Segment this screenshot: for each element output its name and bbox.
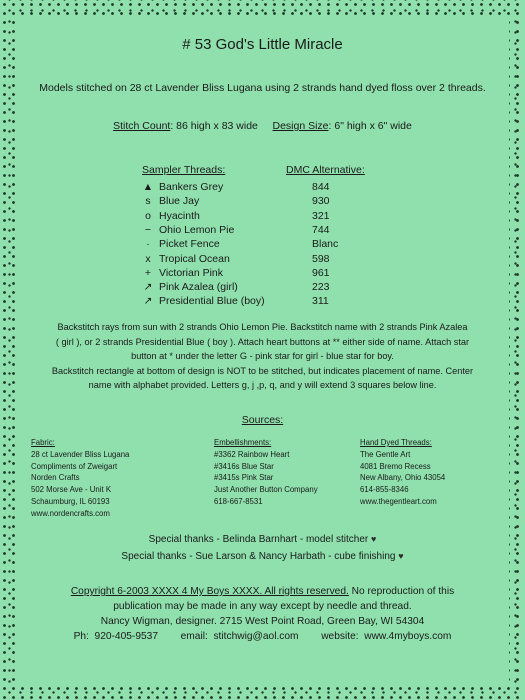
embellishment-line: #3415s Pink Star	[214, 473, 274, 483]
dmc-heading: DMC Alternative:	[286, 164, 365, 176]
thread-name: Picket Fence	[159, 238, 220, 251]
copyright-line-2: publication may be made in any way except by needle and thread.	[113, 601, 412, 612]
thread-symbol: −	[144, 223, 152, 236]
dmc-number: 930	[312, 195, 330, 208]
fabric-line: 28 ct Lavender Bliss Lugana	[31, 449, 130, 459]
fabric-source	[31, 437, 129, 520]
stitch-info	[16, 120, 509, 132]
copyright-notice: Copyright 6-2003 XXXX 4 My Boys XXXX. All rights reserved.	[70, 586, 349, 597]
contact-line: Ph: 920-405-9537 email: stitchwig@aol.com website: www.4myboys.com	[73, 631, 452, 642]
thread-symbol: o	[145, 209, 151, 222]
thread-symbol: s	[145, 195, 151, 208]
design-size-label: Design Size	[272, 120, 329, 132]
thread-row	[16, 210, 509, 225]
thread-symbol: ·	[146, 238, 150, 251]
dmc-number: 598	[312, 252, 330, 265]
stitch-count-label: Stitch Count	[113, 120, 171, 132]
hand-dyed-heading: Hand Dyed Threads:	[360, 438, 432, 447]
backstitch-line: name with alphabet provided. Letters g, j ,p, q, and y will extend 3 squares below line.	[88, 380, 437, 390]
thread-row	[16, 253, 509, 268]
thread-row	[16, 181, 509, 196]
designer-line: Nancy Wigman, designer. 2715 West Point Road, Green Bay, WI 54304	[100, 616, 425, 627]
dmc-number: 961	[312, 266, 330, 279]
hand-dyed-line: 614-855-8346	[360, 485, 409, 495]
heart-icon: ♥	[398, 551, 404, 561]
backstitch-line: Backstitch rectangle at bottom of design is NOT to be stitched, but indicates placement of name. Center	[51, 365, 474, 376]
thread-row	[16, 267, 509, 282]
heart-icon: ♥	[371, 534, 377, 544]
sources-heading: Sources:	[241, 414, 284, 426]
embellishment-line: #3362 Rainbow Heart	[214, 449, 290, 459]
thread-name: Bankers Grey	[159, 181, 224, 193]
thread-row	[16, 224, 509, 239]
dmc-number: Blanc	[312, 238, 339, 251]
thread-row	[16, 238, 509, 253]
thread-name: Hyacinth	[159, 209, 200, 222]
fabric-line: Norden Crafts	[31, 473, 80, 483]
design-size-value: : 6" high x 6" wide	[328, 120, 412, 132]
embellishment-line: 618-667-8531	[214, 496, 263, 506]
dmc-number: 744	[312, 223, 330, 236]
thread-symbol: ▲	[142, 181, 154, 193]
fabric-line: 502 Morse Ave - Unit K	[31, 485, 112, 495]
threads-heading: Sampler Threads:	[142, 164, 226, 176]
thread-symbol: +	[144, 266, 152, 279]
fabric-line: Compliments of Zweigart	[31, 461, 118, 471]
backstitch-instructions	[26, 320, 499, 393]
hand-dyed-source	[360, 437, 445, 508]
thread-row	[16, 295, 509, 310]
hand-dyed-line: The Gentle Art	[360, 449, 411, 459]
copyright-rest: No reproduction of this	[348, 586, 455, 597]
thread-name: Pink Azalea (girl)	[159, 281, 238, 294]
thanks-text: Special thanks - Sue Larson & Nancy Harbath - cube finishing	[121, 551, 396, 562]
embellishment-line: #3416s Blue Star	[214, 461, 274, 471]
hand-dyed-line: New Albany, Ohio 43054	[360, 473, 446, 483]
fabric-heading: Fabric:	[31, 438, 55, 447]
pattern-page	[16, 16, 509, 684]
hand-dyed-website: www.thegentleart.com	[360, 496, 437, 506]
thread-row	[16, 281, 509, 296]
dmc-number: 223	[312, 281, 330, 294]
thanks-text: Special thanks - Belinda Barnhart - model stitcher	[148, 534, 369, 545]
thread-name: Blue Jay	[159, 195, 200, 208]
thread-name: Victorian Pink	[159, 266, 224, 279]
embellishments-source	[214, 437, 318, 508]
backstitch-line: button at * under the letter G - pink star for girl - blue star for boy.	[131, 351, 394, 361]
thread-name: Ohio Lemon Pie	[159, 223, 235, 236]
models-line: Models stitched on 28 ct Lavender Bliss Lugana using 2 strands hand dyed floss over 2 threads.	[39, 82, 486, 94]
thanks-cube-finishing	[16, 551, 509, 562]
page-title: # 53 God's Little Miracle	[182, 36, 343, 53]
fabric-line: Schaumburg, IL 60193	[31, 496, 110, 506]
thread-name: Tropical Ocean	[159, 252, 230, 265]
dmc-number: 844	[312, 181, 330, 193]
thread-symbol: x	[145, 252, 151, 265]
stitch-count-value: : 86 high x 83 wide	[170, 120, 258, 132]
thread-name: Presidential Blue (boy)	[159, 295, 265, 308]
backstitch-line: Backstitch rays from sun with 2 strands Ohio Lemon Pie. Backstitch name with 2 strands Pink Azalea	[57, 322, 468, 332]
fabric-website: www.nordencrafts.com	[31, 508, 110, 518]
hand-dyed-line: 4081 Bremo Recess	[360, 461, 431, 471]
dmc-number: 311	[312, 295, 329, 308]
dmc-number: 321	[312, 209, 330, 222]
thread-row	[16, 195, 509, 210]
embellishments-heading: Embellishments:	[214, 438, 272, 447]
embellishment-line: Just Another Button Company	[214, 485, 318, 495]
copyright-line	[16, 586, 509, 597]
backstitch-line: ( girl ), or 2 strands Presidential Blue ( boy ). Attach heart buttons at ** either side of name. Attach star	[55, 336, 470, 347]
thread-symbol: ↗	[143, 295, 153, 308]
thanks-model-stitcher	[16, 534, 509, 545]
thread-symbol: ↗	[143, 281, 153, 294]
